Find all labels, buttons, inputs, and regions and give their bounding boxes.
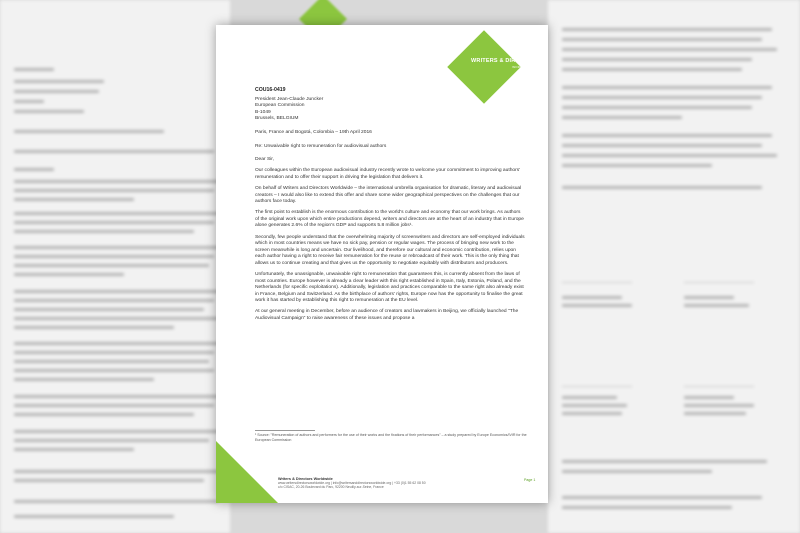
footnote-divider	[255, 430, 315, 431]
paragraph: Our colleagues within the European audiovisual industry recently wrote to welcome your commitment to improving authors' remuneration and to offer their support in driving the legislation that delivers it.	[255, 168, 521, 180]
footnote: ¹ Source: "Remuneration of authors and performers for the use of their works and the fixations of their performances" – a study prepared by Europe Economics/IVIR for the European Commission	[255, 433, 527, 442]
page-number: Page 1	[524, 478, 536, 482]
recipient-line: President Jean-Claude Juncker	[255, 96, 324, 102]
letter-page	[216, 25, 548, 503]
background-page-left	[0, 0, 230, 533]
footer-organisation: Writers & Directors Worldwide	[278, 477, 333, 481]
recipient-line: B-1049	[255, 109, 271, 115]
footer-contact: www.writersdirectorsworldwide.org | info@writersanddirectorsworldwide.org | +33 (0)1 55 62 08 50	[278, 481, 426, 486]
logo-tagline: WORLDWIDE	[512, 65, 533, 69]
footer-address: c/o CISAC, 20-26 Boulevard du Parc, 92200 Neuilly-sur-Seine, France	[278, 485, 384, 490]
logo-name: WRITERS & DIRECTORS	[471, 58, 540, 64]
paragraph: Secondly, few people understand that the overwhelming majority of screenwriters and directors are self-employed individuals which in most countries means we have no sick pay, pension or regular wages. The process of bringing new work to the screen meanwhile is long and uncertain. Our livelihood, and therefore our cultural and economic contribution, relies upon each author having a right to receive fair remuneration for the reuse or rebroadcast of their work. This is the only thing that allows us to continue creating and that gives us the opportunity to negotiate equitably with distributors and producers.	[255, 234, 525, 266]
paragraph: The first point to establish is the enormous contribution to the world's culture and economy that our work brings. As authors of the original work upon which entire productions depend, writers and directors are at the heart of an industry that in Europe alone generates 2.6% of the region's GDP and supports 5.8 million jobs¹.	[255, 210, 524, 229]
paragraph: Unfortunately, the unassignable, unwaivable right to remuneration that guarantees this, is currently absent from the laws of most countries. Europe however is already a clear leader with this right established in Spain, Italy, Estonia, Poland, and the Netherlands (for specific exploitations). Additionally, legislation and practices comparable to the same right also already exist in France, Belgium and Switzerland. As the birthplace of authors' rights, Europe now has the opportunity to finalise the great work it has started by establishing this right to remuneration at the EU level.	[255, 271, 524, 304]
corner-triangle	[216, 441, 278, 503]
background-page-right	[548, 0, 800, 533]
subject-line: Re: Unwaivable right to remuneration for audiovisual authors	[255, 143, 387, 149]
recipient-line: European Commission	[255, 103, 305, 109]
paragraph: On behalf of Writers and Directors Worldwide – the international umbrella organisation for dramatic, literary and audiovisual creators – I would also like to extend this offer and share some wider geographical perspectives on the challenges that our authors face today.	[255, 185, 522, 205]
recipient-address	[255, 97, 525, 123]
recipient-line: Brussels, BELGIUM	[255, 116, 299, 122]
paragraph: At our general meeting in December, before an audience of creators and lawmakers in Beijing, we officially launched "The Audiovisual Campaign" to raise awareness of these issues and propose a	[255, 309, 519, 322]
letter-body	[255, 87, 525, 327]
letter-footer	[278, 477, 478, 490]
logo	[471, 58, 548, 70]
salutation: Dear Sir,	[255, 157, 275, 163]
place-date: Paris, France and Bogotá, Colombia – 19th April 2016	[255, 129, 372, 135]
reference-number: COU16-0419	[255, 87, 286, 93]
